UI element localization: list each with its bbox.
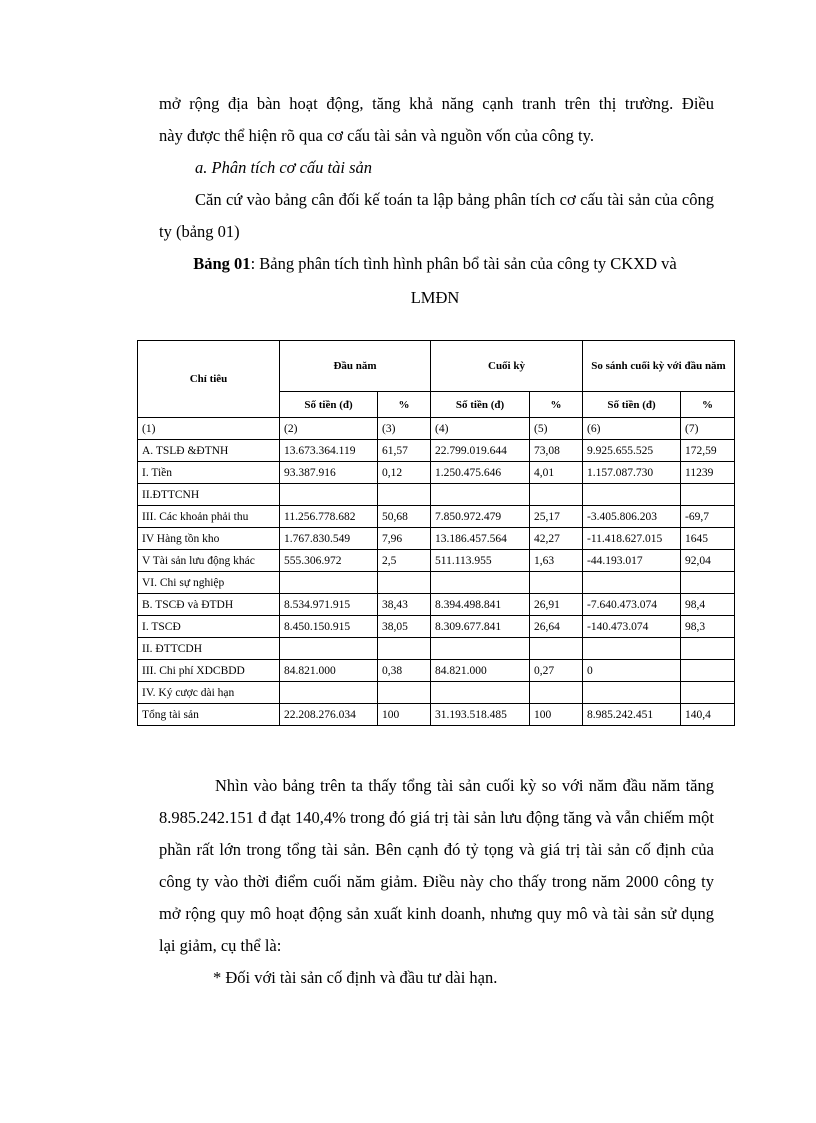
- table-cell: (5): [530, 418, 583, 440]
- header-end-of-period: Cuối kỳ: [431, 341, 583, 392]
- table-cell: [681, 682, 735, 704]
- table-cell: 511.113.955: [431, 550, 530, 572]
- table-row: [138, 704, 735, 726]
- header-percent: %: [681, 392, 735, 418]
- table-cell: 1645: [681, 528, 735, 550]
- table-row: [138, 506, 735, 528]
- analysis-paragraph: Nhìn vào bảng trên ta thấy tổng tài sản cuối kỳ so với năm đầu năm tăng 8.985.242.151 đ đạt 140,4% trong đó giá trị tài sản lưu động tăng và vẫn chiếm một phần rất lớn trong tổng tài sản. Bên cạnh đó tỷ tọng và giá trị tài sản cố định của công ty vào thời điểm cuối năm giảm. Điều này cho thấy trong năm 2000 công ty mở rộng quy mô hoạt động sản xuất kinh doanh, nhưng quy mô và tài sản sử dụng lại giảm, cụ thể là:: [159, 776, 714, 955]
- table-cell: A. TSLĐ &ĐTNH: [138, 440, 280, 462]
- table-cell: 8.985.242.451: [583, 704, 681, 726]
- table-cell: [530, 484, 583, 506]
- table-cell: 25,17: [530, 506, 583, 528]
- table-cell: 1.767.830.549: [280, 528, 378, 550]
- table-cell: [431, 572, 530, 594]
- table-row: [138, 418, 735, 440]
- intro-paragraph: [159, 88, 714, 152]
- table-row: [138, 682, 735, 704]
- table-cell: I. TSCĐ: [138, 616, 280, 638]
- table-cell: 84.821.000: [431, 660, 530, 682]
- table-cell: 8.534.971.915: [280, 594, 378, 616]
- table-cell: IV Hàng tồn kho: [138, 528, 280, 550]
- table-row: [138, 572, 735, 594]
- table-cell: 1,63: [530, 550, 583, 572]
- table-cell: 140,4: [681, 704, 735, 726]
- table-cell: 38,43: [378, 594, 431, 616]
- table-cell: -140.473.074: [583, 616, 681, 638]
- table-cell: IV. Ký cược dài hạn: [138, 682, 280, 704]
- table-cell: [681, 638, 735, 660]
- table-row: [138, 528, 735, 550]
- table-cell: II. ĐTTCDH: [138, 638, 280, 660]
- table-cell: B. TSCĐ và ĐTDH: [138, 594, 280, 616]
- table-cell: [583, 638, 681, 660]
- header-indicator: Chỉ tiêu: [138, 341, 280, 418]
- table-cell: (1): [138, 418, 280, 440]
- table-cell: 98,3: [681, 616, 735, 638]
- table-cell: 22.799.019.644: [431, 440, 530, 462]
- table-cell: [431, 484, 530, 506]
- caption-text: : Bảng phân tích tình hình phân bổ tài sản của công ty CKXD và: [250, 254, 677, 273]
- table-cell: 1.250.475.646: [431, 462, 530, 484]
- table-cell: 0,38: [378, 660, 431, 682]
- header-percent: %: [378, 392, 431, 418]
- table-cell: [530, 638, 583, 660]
- table-cell: 11.256.778.682: [280, 506, 378, 528]
- table-cell: -44.193.017: [583, 550, 681, 572]
- table-cell: 93.387.916: [280, 462, 378, 484]
- table-cell: 98,4: [681, 594, 735, 616]
- table-cell: (4): [431, 418, 530, 440]
- table-cell: V Tài sản lưu động khác: [138, 550, 280, 572]
- table-cell: -11.418.627.015: [583, 528, 681, 550]
- table-cell: -7.640.473.074: [583, 594, 681, 616]
- table-cell: 13.186.457.564: [431, 528, 530, 550]
- table-cell: 13.673.364.119: [280, 440, 378, 462]
- table-cell: 50,68: [378, 506, 431, 528]
- table-cell: 92,04: [681, 550, 735, 572]
- table-cell: 8.394.498.841: [431, 594, 530, 616]
- table-body: [138, 418, 735, 726]
- table-cell: 42,27: [530, 528, 583, 550]
- table-row: [138, 638, 735, 660]
- section-heading: a. Phân tích cơ cấu tài sản: [195, 158, 372, 177]
- table-cell: 11239: [681, 462, 735, 484]
- table-cell: 9.925.655.525: [583, 440, 681, 462]
- table-row: [138, 462, 735, 484]
- table-cell: [583, 572, 681, 594]
- table-cell: 73,08: [530, 440, 583, 462]
- table-cell: [681, 660, 735, 682]
- caption-label: Bảng 01: [193, 254, 251, 273]
- lead-paragraph: Căn cứ vào bảng cân đối kế toán ta lập bảng phân tích cơ cấu tài sản của công ty (bảng 01): [159, 190, 714, 241]
- table-cell: 26,64: [530, 616, 583, 638]
- table-row: [138, 550, 735, 572]
- header-amount: Số tiền (đ): [280, 392, 378, 418]
- table-row: [138, 660, 735, 682]
- table-cell: 100: [378, 704, 431, 726]
- table-cell: 0,27: [530, 660, 583, 682]
- table-cell: [378, 638, 431, 660]
- table-cell: (7): [681, 418, 735, 440]
- table-cell: 22.208.276.034: [280, 704, 378, 726]
- table-caption-line-2: LMĐN: [410, 288, 460, 307]
- table-cell: 0,12: [378, 462, 431, 484]
- table-cell: (2): [280, 418, 378, 440]
- table-cell: 555.306.972: [280, 550, 378, 572]
- table-row: [138, 484, 735, 506]
- table-cell: Tổng tài sản: [138, 704, 280, 726]
- table-cell: 8.450.150.915: [280, 616, 378, 638]
- table-cell: III. Chi phí XDCBDD: [138, 660, 280, 682]
- table-cell: [280, 638, 378, 660]
- table-cell: 38,05: [378, 616, 431, 638]
- header-percent: %: [530, 392, 583, 418]
- table-cell: [378, 682, 431, 704]
- table-cell: [583, 484, 681, 506]
- asset-structure-table: [137, 340, 735, 726]
- table-cell: [681, 572, 735, 594]
- header-amount: Số tiền (đ): [431, 392, 530, 418]
- table-cell: 100: [530, 704, 583, 726]
- table-cell: 4,01: [530, 462, 583, 484]
- table-cell: 61,57: [378, 440, 431, 462]
- intro-line-2: này được thể hiện rõ qua cơ cấu tài sản và nguồn vốn của công ty.: [159, 126, 594, 145]
- table-caption: [150, 248, 720, 280]
- table-cell: [280, 682, 378, 704]
- table-cell: [431, 682, 530, 704]
- intro-line-1: mở rộng địa bàn hoạt động, tăng khả năng cạnh tranh trên thị trường. Điều: [159, 94, 714, 113]
- table-cell: (3): [378, 418, 431, 440]
- table-cell: 172,59: [681, 440, 735, 462]
- table-cell: 8.309.677.841: [431, 616, 530, 638]
- table-cell: [583, 682, 681, 704]
- table-row: [138, 616, 735, 638]
- table-cell: [530, 682, 583, 704]
- header-comparison: So sánh cuối kỳ với đầu năm: [583, 341, 735, 392]
- table-cell: [530, 572, 583, 594]
- table-cell: (6): [583, 418, 681, 440]
- table-row: [138, 594, 735, 616]
- table-cell: VI. Chi sự nghiệp: [138, 572, 280, 594]
- table-cell: 84.821.000: [280, 660, 378, 682]
- table-cell: [280, 572, 378, 594]
- table-cell: II.ĐTTCNH: [138, 484, 280, 506]
- table-cell: [681, 484, 735, 506]
- table-cell: [431, 638, 530, 660]
- table-cell: -3.405.806.203: [583, 506, 681, 528]
- header-amount: Số tiền (đ): [583, 392, 681, 418]
- table-cell: I. Tiền: [138, 462, 280, 484]
- table-cell: 26,91: [530, 594, 583, 616]
- table-cell: [378, 572, 431, 594]
- table-cell: 1.157.087.730: [583, 462, 681, 484]
- table-cell: [280, 484, 378, 506]
- table-cell: -69,7: [681, 506, 735, 528]
- table-cell: [378, 484, 431, 506]
- header-start-of-year: Đầu năm: [280, 341, 431, 392]
- table-cell: 2,5: [378, 550, 431, 572]
- analysis-bullet: * Đối với tài sản cố định và đầu tư dài hạn.: [213, 968, 498, 987]
- table-cell: 31.193.518.485: [431, 704, 530, 726]
- table-cell: 7.850.972.479: [431, 506, 530, 528]
- table-row: [138, 440, 735, 462]
- table-cell: 0: [583, 660, 681, 682]
- table-cell: 7,96: [378, 528, 431, 550]
- table-cell: III. Các khoản phải thu: [138, 506, 280, 528]
